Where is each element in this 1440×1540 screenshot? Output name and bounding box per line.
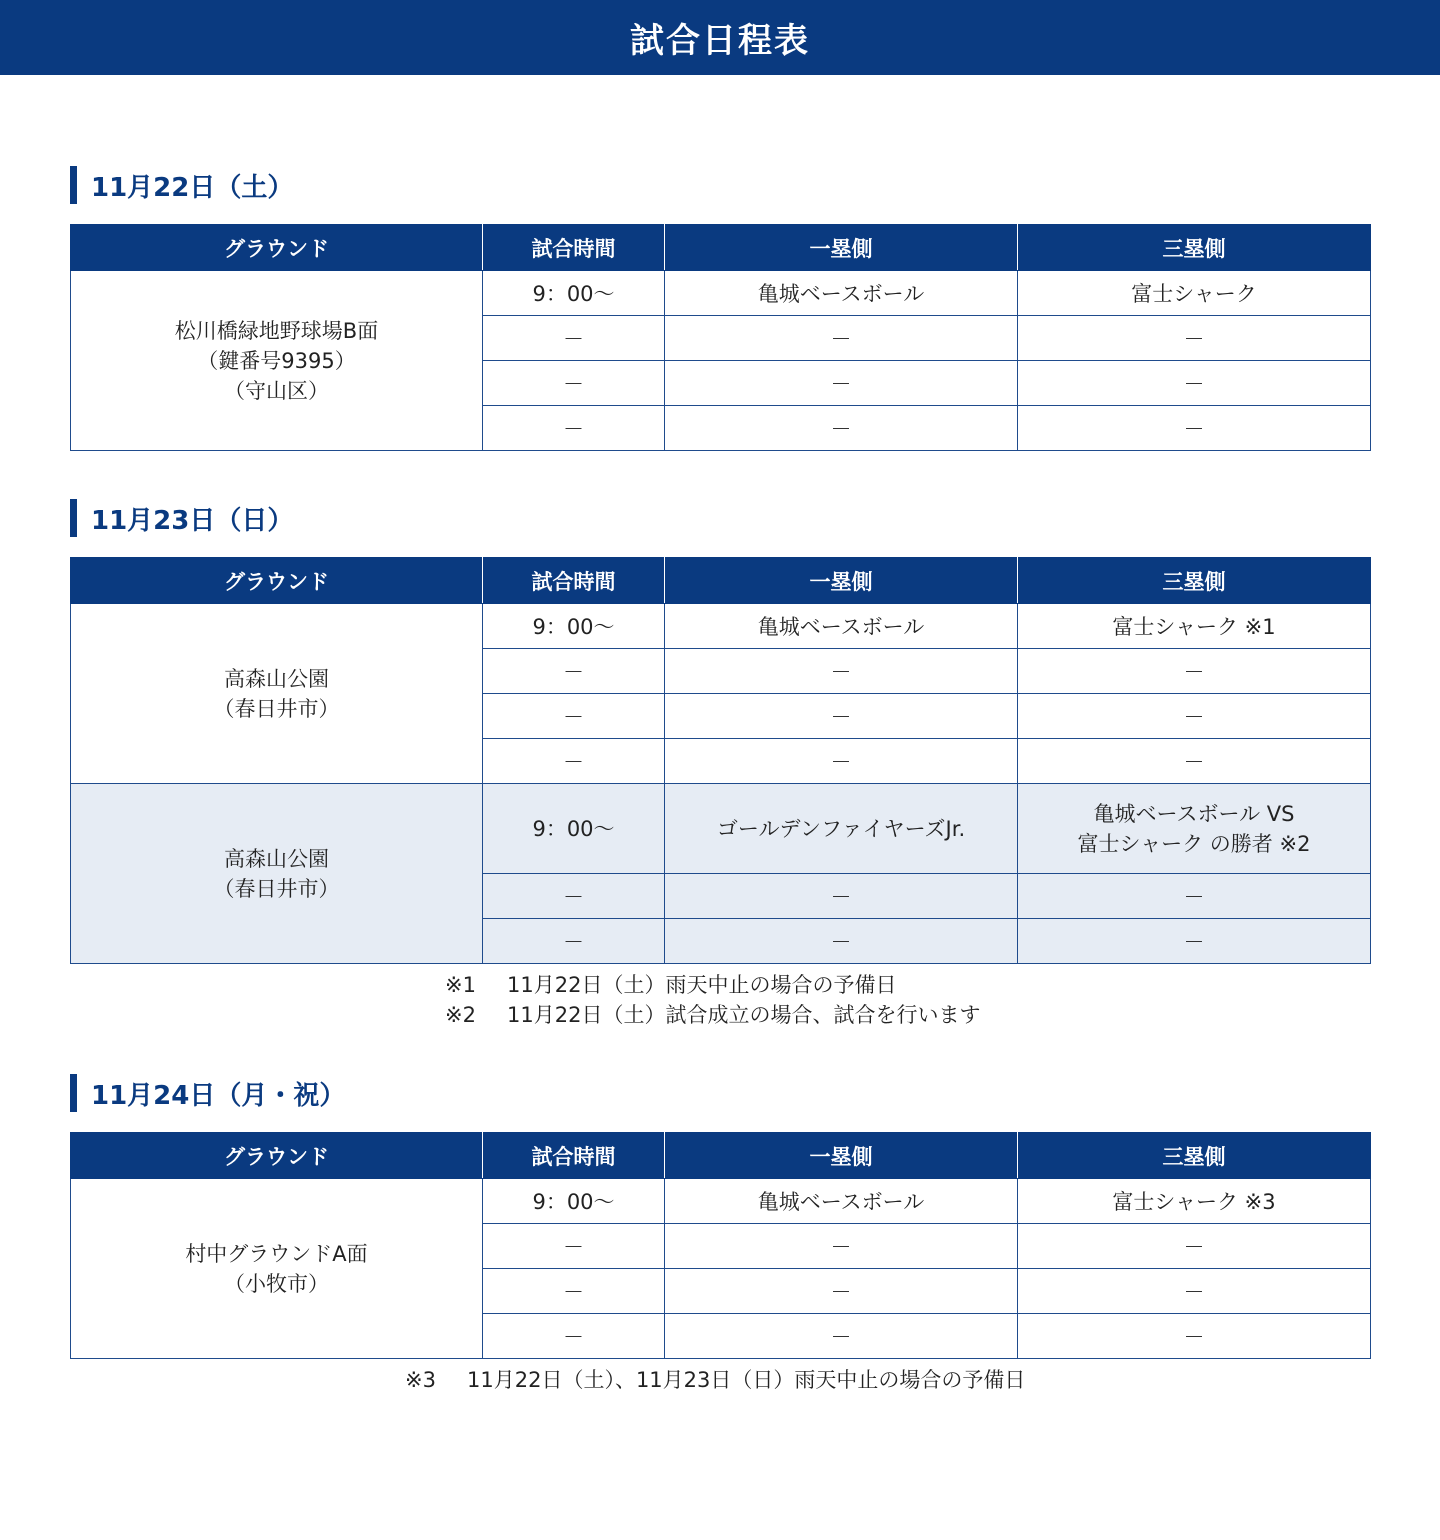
first-base-cell: － bbox=[665, 649, 1018, 694]
day-heading: 11月24日（月・祝） bbox=[70, 1074, 1370, 1112]
day-heading: 11月23日（日） bbox=[70, 499, 1370, 537]
time-cell: － bbox=[483, 1224, 665, 1269]
third-base-cell: － bbox=[1018, 1224, 1371, 1269]
footnote bbox=[445, 970, 980, 1000]
third-base-cell: － bbox=[1018, 649, 1371, 694]
ground-area: （春日井市） bbox=[213, 876, 340, 901]
day-section-nov23 bbox=[70, 499, 1370, 954]
footnote-mark: ※2 bbox=[445, 1003, 476, 1027]
col-header-third-base: 三塁側 bbox=[1018, 558, 1371, 604]
table-row bbox=[71, 604, 1371, 649]
third-base-cell: 富士シャーク ※3 bbox=[1018, 1179, 1371, 1224]
col-header-first-base: 一塁側 bbox=[665, 1133, 1018, 1179]
time-cell: － bbox=[483, 1314, 665, 1359]
time-cell: － bbox=[483, 739, 665, 784]
footnote-text: 11月22日（土）試合成立の場合、試合を行います bbox=[507, 1003, 981, 1027]
footnote bbox=[405, 1365, 1025, 1395]
col-header-time: 試合時間 bbox=[483, 1133, 665, 1179]
first-base-cell: － bbox=[665, 919, 1018, 964]
footnotes-day3 bbox=[405, 1365, 1025, 1395]
ground-area: （守山区） bbox=[224, 378, 329, 403]
third-base-line-2: 富士シャーク の勝者 ※2 bbox=[1077, 831, 1311, 856]
third-base-line-1: 亀城ベースボール VS bbox=[1093, 801, 1295, 826]
footnote bbox=[445, 1000, 980, 1030]
time-cell: － bbox=[483, 316, 665, 361]
col-header-ground: グラウンド bbox=[71, 225, 483, 271]
ground-cell bbox=[71, 784, 483, 964]
ground-area: （小牧市） bbox=[224, 1271, 329, 1296]
first-base-cell: 亀城ベースボール bbox=[665, 1179, 1018, 1224]
first-base-cell: － bbox=[665, 406, 1018, 451]
first-base-cell: － bbox=[665, 874, 1018, 919]
time-cell: 9：00～ bbox=[483, 1179, 665, 1224]
day-section-nov24 bbox=[70, 1074, 1370, 1349]
first-base-cell: 亀城ベースボール bbox=[665, 604, 1018, 649]
col-header-first-base: 一塁側 bbox=[665, 225, 1018, 271]
ground-name: 高森山公園 bbox=[224, 846, 329, 871]
first-base-cell: － bbox=[665, 361, 1018, 406]
third-base-cell: － bbox=[1018, 739, 1371, 784]
col-header-first-base: 一塁側 bbox=[665, 558, 1018, 604]
col-header-time: 試合時間 bbox=[483, 558, 665, 604]
footnote-text: 11月22日（土）、11月23日（日）雨天中止の場合の予備日 bbox=[467, 1368, 1026, 1392]
time-cell: － bbox=[483, 694, 665, 739]
table-row bbox=[71, 271, 1371, 316]
col-header-time: 試合時間 bbox=[483, 225, 665, 271]
time-cell: － bbox=[483, 406, 665, 451]
schedule-table bbox=[70, 557, 1371, 964]
third-base-cell: 富士シャーク bbox=[1018, 271, 1371, 316]
first-base-cell: － bbox=[665, 1269, 1018, 1314]
third-base-cell: － bbox=[1018, 1269, 1371, 1314]
ground-area: （春日井市） bbox=[213, 696, 340, 721]
first-base-cell: ゴールデンファイヤーズJr. bbox=[665, 784, 1018, 874]
col-header-third-base: 三塁側 bbox=[1018, 1133, 1371, 1179]
day-heading: 11月22日（土） bbox=[70, 166, 1370, 204]
ground-cell bbox=[71, 1179, 483, 1359]
first-base-cell: － bbox=[665, 1224, 1018, 1269]
third-base-cell: － bbox=[1018, 694, 1371, 739]
first-base-cell: － bbox=[665, 1314, 1018, 1359]
time-cell: 9：00～ bbox=[483, 784, 665, 874]
col-header-ground: グラウンド bbox=[71, 1133, 483, 1179]
time-cell: 9：00～ bbox=[483, 604, 665, 649]
third-base-cell: － bbox=[1018, 316, 1371, 361]
ground-key: （鍵番号9395） bbox=[197, 348, 356, 373]
first-base-cell: － bbox=[665, 694, 1018, 739]
ground-name: 松川橋緑地野球場B面 bbox=[174, 318, 379, 343]
first-base-cell: 亀城ベースボール bbox=[665, 271, 1018, 316]
time-cell: － bbox=[483, 874, 665, 919]
footnote-text: 11月22日（土）雨天中止の場合の予備日 bbox=[507, 973, 897, 997]
third-base-cell: 富士シャーク ※1 bbox=[1018, 604, 1371, 649]
first-base-cell: － bbox=[665, 316, 1018, 361]
day-section-nov22 bbox=[70, 166, 1370, 441]
footnote-mark: ※3 bbox=[405, 1368, 436, 1392]
time-cell: － bbox=[483, 649, 665, 694]
third-base-cell: － bbox=[1018, 361, 1371, 406]
ground-name: 村中グラウンドA面 bbox=[185, 1241, 368, 1266]
ground-cell bbox=[71, 604, 483, 784]
third-base-cell: － bbox=[1018, 874, 1371, 919]
third-base-cell: － bbox=[1018, 1314, 1371, 1359]
time-cell: － bbox=[483, 1269, 665, 1314]
first-base-cell: － bbox=[665, 739, 1018, 784]
third-base-cell bbox=[1018, 784, 1371, 874]
ground-cell bbox=[71, 271, 483, 451]
table-row bbox=[71, 784, 1371, 874]
time-cell: － bbox=[483, 919, 665, 964]
footnotes-day2 bbox=[445, 970, 980, 1030]
schedule-table bbox=[70, 1132, 1371, 1359]
schedule-table bbox=[70, 224, 1371, 451]
table-row bbox=[71, 1179, 1371, 1224]
ground-name: 高森山公園 bbox=[224, 666, 329, 691]
col-header-third-base: 三塁側 bbox=[1018, 225, 1371, 271]
time-cell: － bbox=[483, 361, 665, 406]
page-title: 試合日程表 bbox=[0, 0, 1440, 75]
time-cell: 9：00～ bbox=[483, 271, 665, 316]
third-base-cell: － bbox=[1018, 919, 1371, 964]
third-base-cell: － bbox=[1018, 406, 1371, 451]
col-header-ground: グラウンド bbox=[71, 558, 483, 604]
footnote-mark: ※1 bbox=[445, 973, 476, 997]
